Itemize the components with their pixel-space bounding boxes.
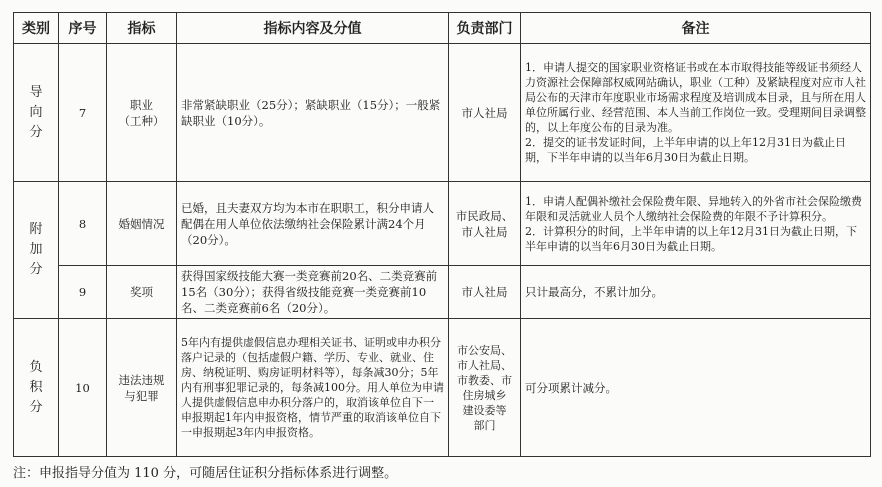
remarks: 只计最高分，不累计加分。 — [521, 266, 871, 319]
table-row — [14, 182, 871, 266]
remarks: 1．申请人配偶补缴社会保险费年限、异地转入的外省市社会保险缴费年限和灵活就业人员个人缴纳社会保险费的年限不予计算积分。 2．计算积分的时间，上半年申请的以上年12月31日为截止日期，下半年申请的以当年6月30日为截止日期。 — [521, 182, 871, 266]
row-number: 7 — [59, 44, 107, 182]
indicator-name: 奖项 — [107, 266, 177, 319]
header-department: 负责部门 — [449, 13, 521, 44]
indicator-content: 已婚，且夫妻双方均为本市在职职工，积分申请人配偶在用人单位依法缴纳社会保险累计满24个月（20分）。 — [177, 182, 449, 266]
row-number: 10 — [59, 319, 107, 457]
row-number: 9 — [59, 266, 107, 319]
indicator-table — [13, 12, 871, 457]
category-bonus: 附 加 分 — [14, 182, 59, 319]
header-indicator: 指标 — [107, 13, 177, 44]
remarks: 1．申请人提交的国家职业资格证书或在本市取得技能等级证书须经人力资源社会保障部权威网站确认，职业（工种）及紧缺程度对应市人社局公布的天津市年度职业市场需求程度及培训成本目录，且与所在用人单位所属行业、经营范围、本人当前工作岗位一致。受理期间目录调整的，以上年度公布的目录为准。 2．提交的证书发证时间，上半年申请的以上年12月31日为截止日期，下半年申请的以当年6月30日为截止日期。 — [521, 44, 871, 182]
header-content: 指标内容及分值 — [177, 13, 449, 44]
indicator-name: 婚姻情况 — [107, 182, 177, 266]
footnote: 注：申报指导分值为 110 分，可随居住证积分指标体系进行调整。 — [13, 466, 398, 481]
header-remarks: 备注 — [521, 13, 871, 44]
indicator-content: 获得国家级技能大赛一类竞赛前20名、二类竞赛前15名（30分）；获得省级技能竞赛一类竞赛前10名、二类竞赛前6名（20分）。 — [177, 266, 449, 319]
table-row — [14, 319, 871, 457]
department: 市公安局、 市人社局、 市教委、市 住房城乡 建设委等 部门 — [449, 319, 521, 457]
indicator-content: 5年内有提供虚假信息办理相关证书、证明或申办积分落户记录的（包括虚假户籍、学历、专业、就业、住房、纳税证明、购房证明材料等），每条减30分；5年内有刑事犯罪记录的，每条减100分。用人单位为申请人提供虚假信息申办积分落户的，取消该单位自下一申报期起1年内申报资格，情节严重的取消该单位自下一申报期起3年内申报资格。 — [177, 319, 449, 457]
category-guide: 导 向 分 — [14, 44, 59, 182]
header-category: 类别 — [14, 13, 59, 44]
indicator-content: 非常紧缺职业（25分）；紧缺职业（15分）；一般紧缺职业（10分）。 — [177, 44, 449, 182]
category-negative: 负 积 分 — [14, 319, 59, 457]
table-row — [14, 266, 871, 319]
row-number: 8 — [59, 182, 107, 266]
header-number: 序号 — [59, 13, 107, 44]
indicator-name: 职业 （工种） — [107, 44, 177, 182]
indicator-name: 违法违规 与犯罪 — [107, 319, 177, 457]
department: 市人社局 — [449, 266, 521, 319]
department: 市人社局 — [449, 44, 521, 182]
department: 市民政局、 市人社局 — [449, 182, 521, 266]
table-header-row — [14, 13, 871, 44]
table-row — [14, 44, 871, 182]
remarks: 可分项累计减分。 — [521, 319, 871, 457]
